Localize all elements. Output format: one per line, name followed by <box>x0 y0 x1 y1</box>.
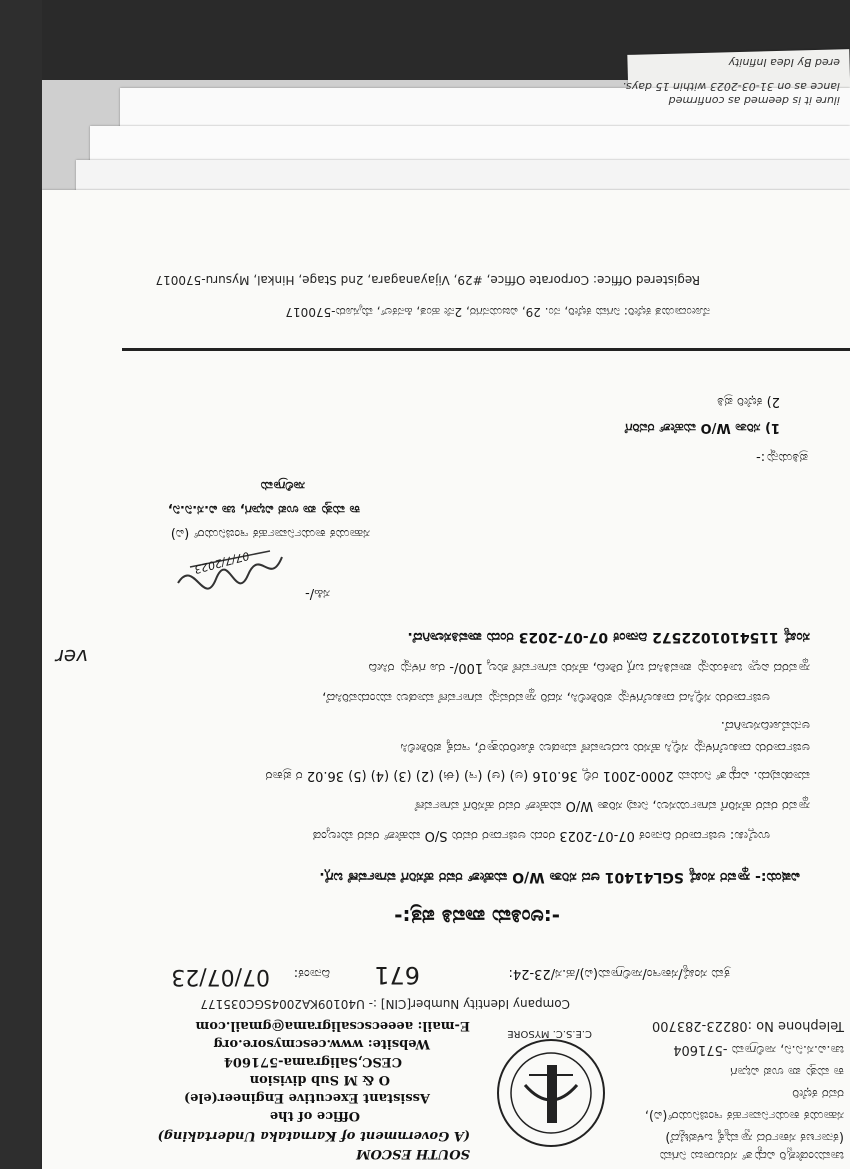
kn-place: ಚಾ.ವಿ.ಸ.ನಿ.ನಿ, ಸಾಲಿಗ್ರಾಮ -571604 <box>673 1042 844 1057</box>
logo-caption: C.E.S.C. MYSORE <box>507 1028 592 1039</box>
signature-date: 07/7/2023 <box>192 548 251 577</box>
cesc-logo <box>497 1039 605 1147</box>
kn-gov-note: (ಕರ್ನಾಟಕ ಸರ್ಕಾರದ ಸ್ವಾಮ್ಯಕ್ಕೆ ಒಳಪಟ್ಟಿದೆ) <box>665 1130 844 1145</box>
body-line-3: ಮಾಡುವುದು. ವಿದ್ಯುತ್ ನಿಯಮ 2000-2001 ರಲ್ಲಿ 36.016 (ಅ) (ಆ) (ಇ) (ಈ) (2) (3) (4) (5) 36.02 ರ ಪ್ರಕಾರ <box>265 768 810 783</box>
copy-to-2: 2) ಕಛೇರಿ ಪ್ರತಿ <box>717 394 780 409</box>
telephone: Telephone No :08223-283700 <box>651 1018 844 1033</box>
body-line-6: ಅರ್ಜಿದಾರರು ಸಲ್ಲಿಸಿದ ದಾಖಲೆಗಳನ್ನು ಪರಿಶೀಲಿಸಿ, ಸದರಿ ಸ್ಥಾವರವನ್ನು ವರ್ಗಾವಣೆ ಮಾಡಲು ಮುಂದುವರಿಸಿದೆ, <box>322 690 770 705</box>
en-subdivision: O & M Sub division <box>249 1072 390 1087</box>
en-ae-title: Assistant Executive Engineer(ele) <box>184 1090 430 1105</box>
kn-org-name: ಚಾಮುಂಡೇಶ್ವರಿ ವಿದ್ಯುತ್ ಸರಬರಾಜು ನಿಗಮ <box>659 1148 844 1163</box>
en-website: Website: www.cescmysore.org <box>213 1036 430 1051</box>
slip-line-3: ilure it is deemed as confirmed <box>668 94 840 107</box>
footer-english: Registered Office: Corporate Office, #29, Vijayanagara, 2nd Stage, Hinkal, Mysuru-570017 <box>155 273 700 287</box>
kn-office: ರವರ ಕಛೇರಿ <box>792 1086 844 1101</box>
en-gov-note: (A Government of Karnataka Undertaking) <box>157 1128 470 1143</box>
slip-line-2: lance as on 31-03-2023 within 15 days. <box>622 80 840 93</box>
copy-to-label: ಪ್ರತಿಯನ್ನು:- <box>756 450 808 465</box>
en-org-name: SOUTH ESCOM <box>356 1146 470 1161</box>
sig-line-2: ಸಹಾಯಕ ಕಾರ್ಯನಿರ್ವಾಹಕ ಇಂಜಿನಿಯರ್ (ವಿ) <box>170 526 370 541</box>
footer-kannada: ನೋಂದಾಯಿತ ಕಛೇರಿ: ನಿಗಮ ಕಛೇರಿ, ನಂ. 29, ವಿಜಯನಗರ, 2ನೇ ಹಂತ, ಹಿನಕಲ್, ಮೈಸೂರು-570017 <box>285 305 710 319</box>
sig-line-4: ಸಾಲಿಗ್ರಾಮ <box>260 478 305 493</box>
kn-ae-title: ಸಹಾಯಕ ಕಾರ್ಯನಿರ್ವಾಹಕ ಇಂಜಿನಿಯರ್(ವಿ), <box>644 1108 844 1123</box>
margin-note: ver <box>55 645 88 669</box>
en-office-of: Office of the <box>269 1108 360 1123</box>
subject-line: ವಿಷಯ:- ಸ್ಥಾವರ ಸಂಖ್ಯೆ SGL41401 ಆದ ಸರಿತಾ W/O ಮಹೇಶ್ ರವರ ಹೆಸರಿಗೆ ವರ್ಗಾವಣೆ ಬಗ್ಗೆ. <box>319 869 800 885</box>
body-line-2: ಸ್ಥಾವರ ರವರ ಹೆಸರಿಗೆ ವರ್ಗಾಯಿಸಲು, ನೀವು ಸರಿತಾ W/O ಮಹೇಶ್ ರವರ ಹೆಸರಿಗೆ ವರ್ಗಾವಣೆ <box>414 798 810 813</box>
body-line-4: ಅರ್ಜಿದಾರರು ದಾಖಲೆಗಳನ್ನು ಸಲ್ಲಿಸಿ ಹೆಸರು ಬದಲಾವಣೆ ಮಾಡಲು ಕೋರಿರುತ್ತಾರೆ, ಇದಕ್ಕೆ ಪರಿಶೀಲಿಸಿ <box>400 740 810 755</box>
date-label: ದಿನಾಂಕ: <box>293 966 330 981</box>
body-line-8: ಸಂಖ್ಯೆ 1154101022572 ದಿನಾಂಕ 07-07-2023 ರಂದು ಪಾವತಿಸಲಾಗಿದೆ. <box>407 629 810 645</box>
en-place: CESC,Saligrama-571604 <box>223 1054 402 1069</box>
cesc-logo-icon <box>499 1041 603 1145</box>
sig-line-1: ಸಹಿ/- <box>305 586 330 601</box>
kn-subdivision: ಕಾ ಮತ್ತು ಪಾ ಉಪ ವಿಭಾಗ <box>730 1064 844 1079</box>
en-email: E-mail: aeeecscsaligrama@gmail.com <box>195 1018 470 1033</box>
footer-rule <box>122 348 850 351</box>
sig-line-3: ಕಾ ಮತ್ತು ಪಾ ಉಪ ವಿಭಾಗ, ಚಾ ವಿ.ಸ.ನಿ.ನಿ, <box>167 502 360 517</box>
reference-number-label: ಕ್ರಮ ಸಂಖ್ಯೆ/ಸಕಾಇಂ/ಸಾಲಿಗ್ರಾಮ(ವಿ)/ಹ.ಸ/23-24: <box>508 966 730 981</box>
body-line-7: ಸ್ಥಾವರದ ಎಲ್ಲಾ ಬಾಕಿಯನ್ನು ಪಾವತಿಸಿದ ಬಗ್ಗೆ ರಶೀದಿ, ಹೆಸರು ವರ್ಗಾವಣೆ ಶುಲ್ಕ 100/- ರೂ ಗಳನ್ನು ರಸೀದಿ <box>368 660 810 675</box>
slip-line-1: ered By Idea Infinity <box>728 56 840 69</box>
date-value: 07/07/23 <box>171 964 270 989</box>
body-line-5: ಅನುಮೋದಿಸಲಾಗಿದೆ. <box>720 718 810 733</box>
reference-number: 671 <box>374 961 420 989</box>
copy-to-1: 1) ಸರಿತಾ W/O ಮಹೇಶ್ ರವರಿಗೆ <box>624 420 780 435</box>
body-line-1: ಉಲ್ಲೇಖ: ಅರ್ಜಿದಾರರ ದಿನಾಂಕ 07-07-2023 ರಂದು ಅರ್ಜಿದಾರ ರವರು S/O ಮಹೇಶ್ ರವರ ಮೇಲ್ಕಂಡ <box>312 828 770 843</box>
document-title: -:ಅಂತಿಮ ಪಾವತಿ ಪತ್ರ:- <box>394 905 560 929</box>
cin-number: Company Identity Number[CIN] :- U40109KA2004SGC035177 <box>200 997 570 1011</box>
